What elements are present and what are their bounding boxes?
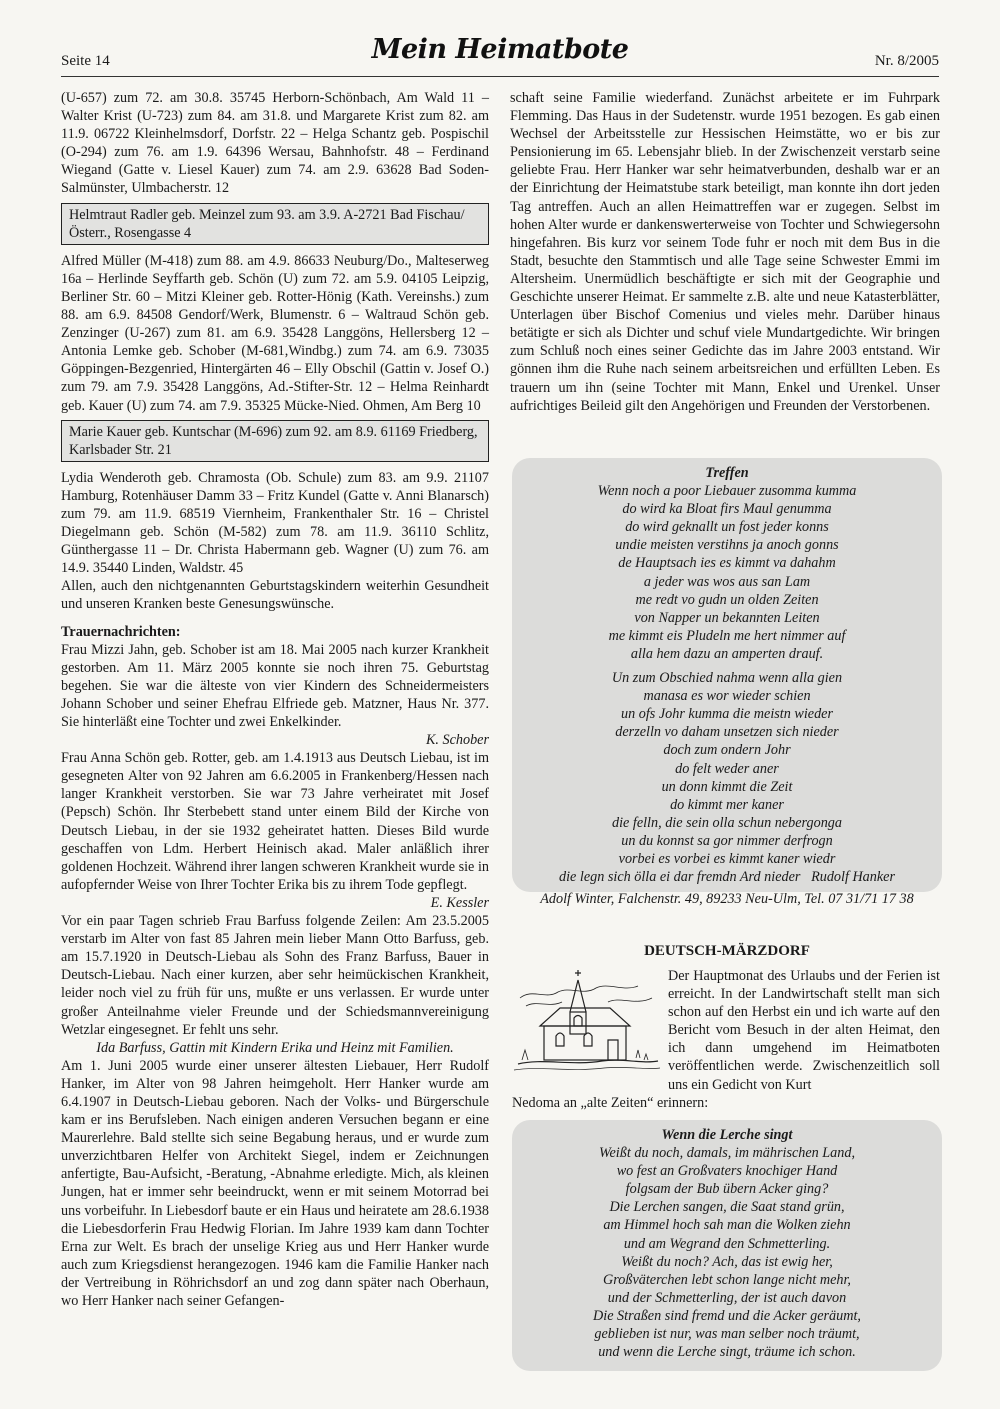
- poem-line: und wenn die Lerche singt, träume ich schon.: [598, 1344, 856, 1361]
- left-column: [61, 89, 489, 1310]
- poem-line: derzelln vo daham unsetzen sich nieder: [615, 724, 839, 741]
- poem-line: Die Straßen sind fremd und die Acker geräumt,: [593, 1307, 861, 1324]
- poem-line: Großväterchen lebt schon lange nicht mehr,: [603, 1271, 851, 1288]
- poem-line: wo fest an Großvaters knochiger Hand: [616, 1163, 838, 1180]
- obituary-hanker: Am 1. Juni 2005 wurde einer unserer ältesten Liebauer, Herr Rudolf Hanker, im Alter von 98 Jahren heimgeholt. Herr Hanker wurde am 6.4.1907 in Deutsch-Liebau geboren. Nach der Volks- und Bürgerschule kam er ins Berufsleben. Nach einigen anderen Versuchen begann er eine Maurerlehre. Bald stellte sich seine Begabung heraus, und er wurde zum unverzichtbaren Helfer von Architekt Siegel, indem er Zeichnungen anfertigte, Bau-Aufsicht, -Beratung, -Abnahme erledigte. Mich, als kleinen Jungen, hat er immer sehr beeindruckt, wenn er mit seinem Motorrad bei uns vorbeifuhr. In Liebesdorf baute er ein Haus und heiratete am 28.6.1938 die Liebesdorferin Frau Hedwig Florian. Im Jahre 1939 kam dann Tochter Erna zur Welt. Es brach der unselige Krieg aus und Herr Hanker wurde auch zum Kriegsdienst herangezogen. 1946 kam die Familie Hanker nach der Vertreibung in Röhrichsdorf an und zog dann später nach Oberhaun, wo Herr Hanker nach seiner Gefangen-: [61, 1057, 489, 1309]
- section-text-maerzdorf: Der Hauptmonat des Urlaubs und der Ferien ist erreicht. In der Landwirtschaft stellt man sich schon auf den Herbst ein und ich warte auf den Bericht vom Besuch in der alten Heimat, den ich dann umgehend im Heimatboten veröffentlichen werde. Zwischenzeitlich soll uns ein Gedicht von Kurt: [668, 968, 940, 1093]
- section-heading-obituaries: Trauernachrichten:: [61, 623, 181, 640]
- section-title-maerzdorf: DEUTSCH-MÄRZDORF: [644, 943, 810, 959]
- poem-line: me redt vo gudn un olden Zeiten: [635, 591, 819, 608]
- birthday-wishes: Allen, auch den nichtgenannten Geburtstagskindern weiterhin Gesundheit und unseren Kranken beste Genesungswünsche.: [61, 578, 489, 613]
- obituary-barfuss-signature: Ida Barfuss, Gattin mit Kindern Erika und Heinz mit Familien.: [96, 1039, 454, 1056]
- poem-treffen: [512, 458, 942, 892]
- poem-line: do wird geknallt un fost jeder konns: [625, 519, 829, 536]
- poem-line: do kimmt mer kaner: [670, 796, 784, 813]
- poem-line: de Hauptsach ies es kimmt va dahahm: [618, 555, 836, 572]
- poem-line: die felln, die sein olla schun nebergonga: [612, 814, 842, 831]
- poem-line: geblieben ist nur, was man selber noch träumt,: [594, 1326, 860, 1343]
- birthday-list-1: (U-657) zum 72. am 30.8. 35745 Herborn-Schönbach, Am Wald 11 – Walter Krist (U-723) zum 84. am 31.8. und Margarete Krist zum 82. am 11.9. 06722 Kleinhelmsdorf, Dorfstr. 22 – Helga Schantz geb. Pospischil (O-294) zum 76. am 1.9. 64396 Wersau, Bahnhofstr. 48 – Ferdinand Wiegand (Gatte v. Liesel Kauer) zum 74. am 2.9. 63628 Bad Soden-Salmünster, Ulmbacherstr. 12: [61, 90, 489, 197]
- obituary-schoen-signature: E. Kessler: [430, 894, 489, 911]
- poem-line: do wird ka Bloat firs Maul genumma: [622, 501, 832, 518]
- poem-stanza-1: [512, 482, 942, 663]
- poem-line: Wenn noch a poor Liebauer zusomma kumma: [597, 483, 857, 500]
- obituary-barfuss: Vor ein paar Tagen schrieb Frau Barfuss folgende Zeilen: Am 23.5.2005 verstarb im Alter von fast 85 Jahren mein lieber Mann Otto Barfuss, geb. am 15.7.1920 in Deutsch-Liebau als Sohn des Franz Barfuss, Bauer in Deutsch-Liebau. Nach einer kurzen, aber sehr heimückischen Krankheit, leider noch viel zu früh für uns, mußte er uns verlassen. Er wurde unter großer Anteilnahme vieler Freunde und der Schiedsmannvereinigung Wetzlar eingesegnet. Er fehlt uns sehr.: [61, 913, 489, 1038]
- page-number: Seite 14: [61, 53, 110, 69]
- issue-number: Nr. 8/2005: [874, 53, 939, 69]
- masthead-logo: Mein Heimatbote: [371, 34, 629, 65]
- poem-line: un ofs Johr kumma die meistn wieder: [621, 706, 833, 723]
- birthday-list-2: Alfred Müller (M-418) zum 88. am 4.9. 86633 Neuburg/Do., Malteserweg 16a – Herlinde Seyffarth geb. Schön (U) zum 72. am 5.9. 04105 Leipzig, Berliner Str. 60 – Mitzi Kleiner geb. Rotter-Hönig (Kath. Vereinshs.) zum 88. am 6.9. 84508 Gendorf/Werk, Blumenstr. 6 – Waltraud Schön geb. Zenzinger (U-267) zum 81. am 6.9. 35428 Langgöns, Hellersberg 12 – Antonia Lemke geb. Schober (M-681,Windbg.) zum 74. am 6.9. 73035 Göppingen-Bezgenried, Hintergärten 46 – Elly Obschil (Gattin v. Josef O.) zum 79. am 7.9. 35428 Langgöns, Ad.-Stifter-Str. 12 – Helma Reinhardt geb. Kauer (U) zum 74. am 7.9. 35325 Mücke-Nied. Ohmen, Am Berg 10: [61, 252, 489, 414]
- poem-line: un donn kimmt die Zeit: [661, 778, 793, 795]
- section-text-maerzdorf-end: Nedoma an „alte Zeiten“ erinnern:: [512, 1095, 709, 1111]
- poem-title: Wenn die Lerche singt: [661, 1127, 793, 1143]
- obituary-schoen: Frau Anna Schön geb. Rotter, geb. am 1.4.1913 aus Deutsch Liebau, ist im gesegneten Alter von 92 Jahren am 6.6.2005 in Frankenberg/Hessen nach langer Krankheit verstorben. Sie war 73 Jahre verheiratet mit Josef (Pepsch) Schön. Ihr Sterbebett stand unter einem Bild der Kirche von Deutsch Liebau, in der sie 1932 geheiratet hatten. Dieses Bild wurde geschaffen von Ldm. Herbert Heinisch akad. Maler anläßlich ihrer goldenen Hochzeit. Während ihrer langen schweren Krankheit wurde sie in aufopfernder Weise von Ihrer Tochter Erika bis zu ihrem Tode gepflegt.: [61, 750, 489, 893]
- poem-line: do felt weder aner: [675, 760, 779, 777]
- poem-line: vorbei es vorbei es kimmt kaner wiedr: [618, 850, 836, 867]
- right-column: [510, 89, 940, 415]
- poem-line: un du konnst sa gor nimmer derfrogn: [621, 832, 833, 849]
- poem-author: Rudolf Hanker: [811, 869, 895, 886]
- poem-line: a jeder was wos aus san Lam: [643, 573, 811, 590]
- birthday-list-3: Lydia Wenderoth geb. Chramosta (Ob. Schule) zum 83. am 9.9. 21107 Hamburg, Rotenhäuser Damm 33 – Fritz Kundel (Gatte v. Anni Blanarsch) zum 79. am 11.9. 68519 Viernheim, Frankenthaler Str. 16 – Christel Diegelmann geb. Schön (M-582) zum 78. am 11.9. 36110 Schlitz, Günthergasse 11 – Dr. Christa Habermann geb. Wagner (U) zum 76. am 14.9. 35440 Linden, Waldstr. 45: [61, 469, 489, 577]
- obituary-jahn: Frau Mizzi Jahn, geb. Schober ist am 18. Mai 2005 nach kurzer Krankheit gestorben. Am 11. März 2005 konnte sie noch ihren 75. Geburtstag begehen. Sie war die älteste von vier Kindern des Schneidermeisters Johann Schober und seiner Ehefrau Elfriede geb. Matzner, Haus Nr. 377. Sie hinterläßt eine Tochter und zwei Enkelkinder.: [61, 641, 489, 730]
- poem-line: folgsam der Bub übern Acker ging?: [625, 1181, 829, 1198]
- header-rule: [61, 76, 939, 77]
- birthday-box-2: Marie Kauer geb. Kuntschar (M-696) zum 92. am 8.9. 61169 Friedberg, Karlsbader Str. 21: [61, 420, 489, 462]
- poem-line: am Himmel hoch sah man die Wolken ziehn: [603, 1217, 851, 1234]
- poem-line: Un zum Obschied nahma wenn alla gien: [611, 670, 843, 687]
- poem-line: alla hem dazu an amperten drauf.: [630, 645, 824, 662]
- birthday-box-1: Helmtraut Radler geb. Meinzel zum 93. am 3.9. A-2721 Bad Fischau/Österr., Rosengasse 4: [61, 203, 489, 245]
- poem-line: Die Lerchen sangen, die Saat stand grün,: [609, 1199, 845, 1216]
- church-illustration: [512, 966, 662, 1076]
- poem-line: me kimmt eis Pludeln me hert nimmer auf: [608, 627, 846, 644]
- poem-line: und am Wegrand den Schmetterling.: [623, 1235, 831, 1252]
- poem-line: von Napper un bekannten Leiten: [634, 609, 820, 626]
- obituary-hanker-continued: schaft seine Familie wiederfand. Zunächst arbeitete er im Fuhrpark Flemming. Das Haus in der Sudetenstr. wurde 1951 bezogen. Es gab einen Wechsel der Arbeitsstelle zur Hessischen Heimstätte, wo er bis zur Pensionierung im 65. Lebensjahr blieb. In der Zwischenzeit verstarb seine geliebte Frau. Herr Hanker war sehr heimatverbunden, deshalb war er an der Einrichtung der Heimatstube stark beteiligt, man konnte ihn dort jeden Tag antreffen. Auch an allen Heimattreffen war er zugegen. Selbst im hohen Alter wurde er dankenswerterweise von Tochter und Schwiegersohn hingefahren. Bis kurz vor seinem Tode fuhr er noch mit dem Bus in die Stadt, besuchte den Stammtisch und alle Tage seine Schwester Emmi im Altersheim. Unermüdlich beschäftigte er sich mit der Geographie und Geschichte unserer Heimat. Er sammelte z.B. alte und neue Katasterblätter, Unterlagen über Bischof Comenius und vieles mehr. Darüber hinaus betätigte er sich als Dichter und schuf viele Mundartgedichte. Wir bringen zum Schluß noch eines seiner Gedichte das im Jahre 2003 entstand. Wir gönnen ihm die Ruhe nach seinem arbeitsreichen und erfüllten Leben. Es trauern um ihn (seine Tochter mit Mann, Enkel und Urenkel. Unser aufrichtiges Beileid gilt den Angehörigen und Freunden der Verstorbenen.: [510, 90, 940, 414]
- poem-line: doch zum ondern Johr: [663, 742, 791, 759]
- obituary-jahn-signature: K. Schober: [425, 732, 489, 749]
- poem-line: manasa es wor wieder schien: [643, 688, 811, 705]
- contact-address: Adolf Winter, Falchenstr. 49, 89233 Neu-Ulm, Tel. 07 31/71 17 38: [540, 891, 914, 907]
- poem-lerche: [512, 1120, 942, 1371]
- poem-line: undie meisten verstihns ja anoch gonns: [615, 537, 839, 554]
- poem-line: Weißt du noch, damals, im mährischen Land,: [598, 1145, 856, 1162]
- poem-line: und der Schmetterling, der ist auch davon: [607, 1289, 847, 1306]
- poem-last-line: [512, 868, 942, 886]
- poem-line: Weißt du noch? Ach, das ist ewig her,: [621, 1253, 833, 1270]
- poem-stanza-2: [512, 669, 942, 886]
- poem-line: die legn sich ölla ei dar fremdn Ard nieder: [559, 869, 801, 886]
- poem-title: Treffen: [705, 465, 749, 481]
